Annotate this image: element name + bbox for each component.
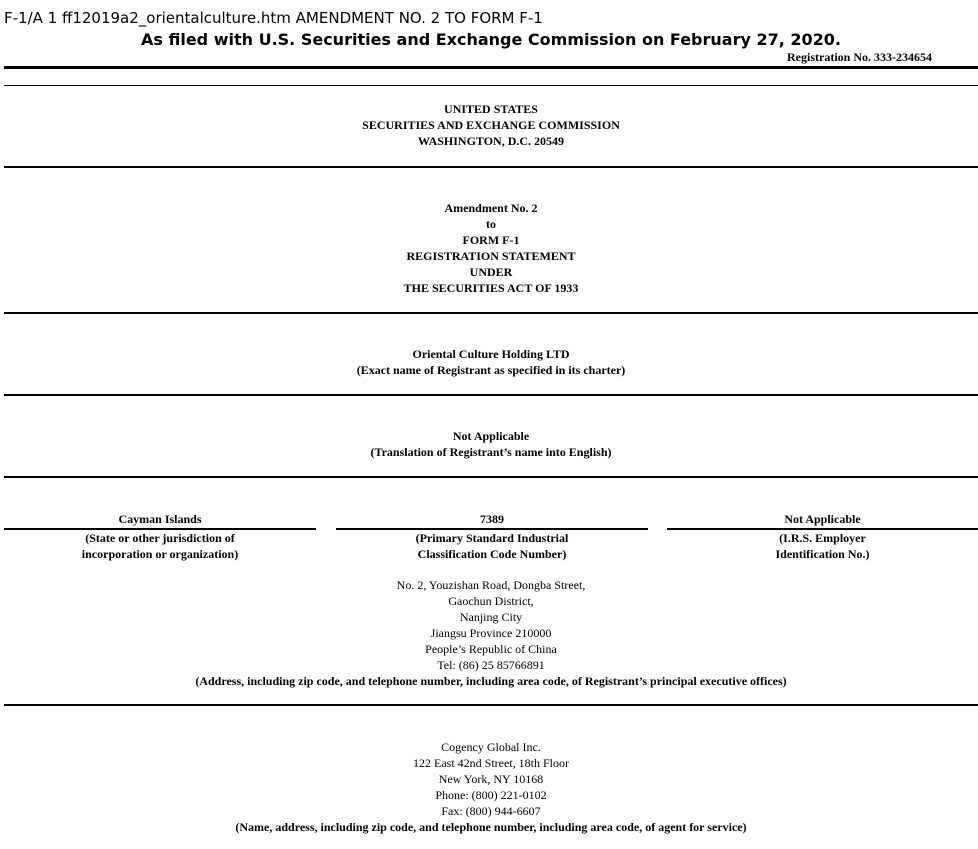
form-title-line: FORM F-1 — [462, 233, 520, 247]
sic-code-value: 7389 — [336, 511, 648, 530]
jurisdiction-caption-line: incorporation or organization) — [81, 547, 239, 561]
form-title-line: UNDER — [469, 265, 513, 279]
form-title-line: THE SECURITIES ACT OF 1933 — [403, 281, 579, 295]
translation-value: Not Applicable — [452, 429, 530, 443]
address-line: Jiangsu Province 210000 — [430, 626, 552, 640]
agency-block — [0, 101, 978, 149]
sic-code-caption-line: Classification Code Number) — [417, 547, 567, 561]
address-caption: (Address, including zip code, and telephone number, including area code, of Registrant’s principal executive offices) — [195, 674, 787, 688]
divider — [4, 66, 978, 69]
registration-number: Registration No. 333-234654 — [787, 50, 932, 64]
translation-caption: (Translation of Registrant’s name into English) — [370, 445, 612, 459]
address-line: Nanjing City — [459, 610, 523, 624]
divider — [4, 166, 978, 168]
sic-code-caption-line: (Primary Standard Industrial — [415, 531, 569, 545]
registrant-name-caption: (Exact name of Registrant as specified in its charter) — [356, 363, 626, 377]
registrant-name-block — [0, 346, 978, 378]
jurisdiction-value: Cayman Islands — [4, 511, 316, 530]
agent-line: Phone: (800) 221-0102 — [435, 788, 547, 802]
divider — [4, 476, 978, 478]
jurisdiction-column — [4, 511, 316, 562]
filed-date-heading: As filed with U.S. Securities and Exchange Commission on February 27, 2020. — [141, 30, 841, 49]
registrant-name: Oriental Culture Holding LTD — [412, 347, 570, 361]
address-line: No. 2, Youzishan Road, Dongba Street, — [396, 578, 586, 592]
address-block — [0, 577, 978, 689]
address-line: Tel: (86) 25 85766891 — [437, 658, 545, 672]
translation-block — [0, 428, 978, 460]
sic-code-column — [336, 511, 648, 562]
divider — [4, 704, 978, 706]
agency-line: UNITED STATES — [444, 102, 538, 116]
form-title-block — [0, 200, 978, 296]
document-header-line: F-1/A 1 ff12019a2_orientalculture.htm AMENDMENT NO. 2 TO FORM F-1 — [4, 9, 543, 27]
irs-ein-column — [667, 511, 978, 562]
irs-ein-value: Not Applicable — [667, 511, 978, 530]
agency-line: WASHINGTON, D.C. 20549 — [417, 134, 565, 148]
agency-line: SECURITIES AND EXCHANGE COMMISSION — [362, 118, 620, 132]
agent-line: Cogency Global Inc. — [441, 740, 541, 754]
irs-ein-caption-line: (I.R.S. Employer — [779, 531, 866, 545]
form-title-line: to — [486, 217, 496, 231]
form-title-line: Amendment No. 2 — [444, 201, 538, 215]
divider — [4, 85, 978, 86]
agent-line: Fax: (800) 944-6607 — [441, 804, 541, 818]
agent-line: 122 East 42nd Street, 18th Floor — [413, 756, 569, 770]
divider — [4, 394, 978, 396]
address-line: People’s Republic of China — [425, 642, 557, 656]
agent-caption: (Name, address, including zip code, and telephone number, including area code, of agent for service) — [235, 820, 747, 834]
form-title-line: REGISTRATION STATEMENT — [406, 249, 576, 263]
irs-ein-caption-line: Identification No.) — [775, 547, 870, 561]
agent-line: New York, NY 10168 — [438, 772, 544, 786]
address-line: Gaochun District, — [448, 594, 534, 608]
divider — [4, 312, 978, 314]
jurisdiction-caption-line: (State or other jurisdiction of — [85, 531, 235, 545]
agent-block — [0, 739, 978, 835]
